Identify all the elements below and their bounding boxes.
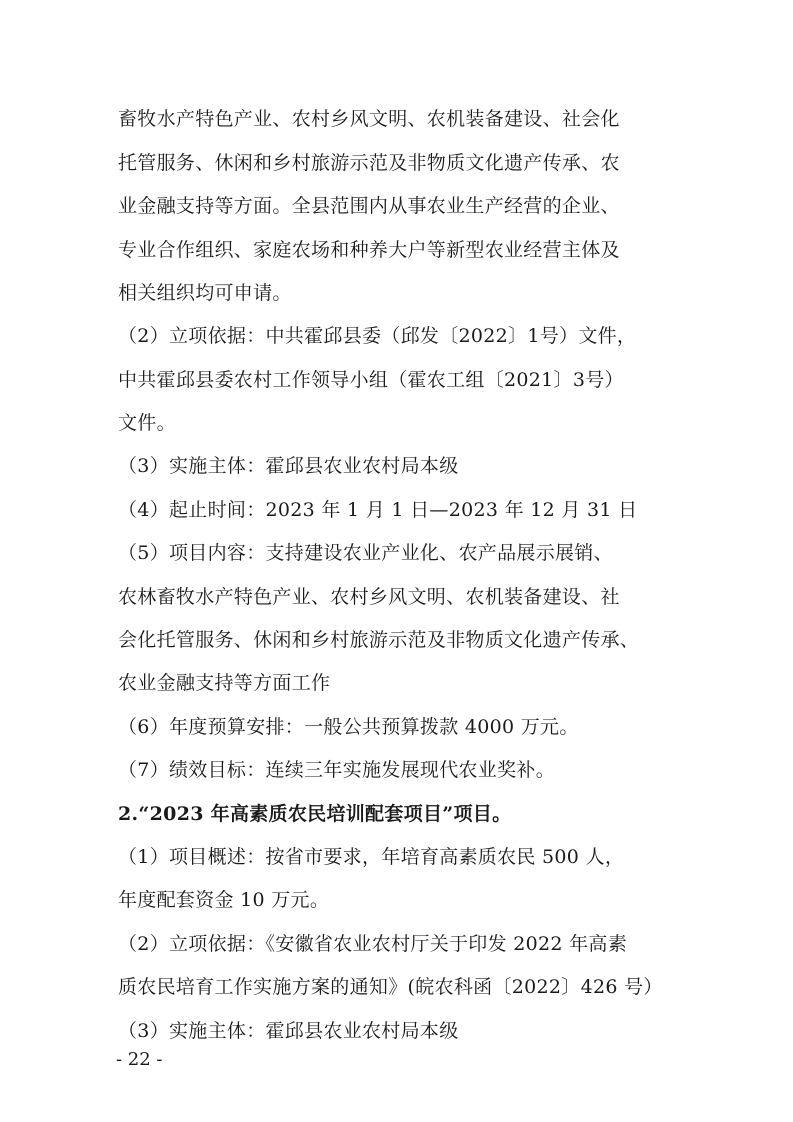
body-text-line: 专业合作组织、家庭农场和种养大户等新型农业经营主体及 [118, 239, 620, 261]
body-text-line: （3）实施主体：霍邱县农业农村局本级 [118, 455, 459, 477]
page-number: - 22 - [116, 1049, 163, 1070]
body-text-line: （3）实施主体：霍邱县农业农村局本级 [118, 1020, 459, 1042]
body-text-line: 相关组织均可申请。 [118, 282, 292, 304]
body-text-line: 文件。 [118, 412, 176, 434]
body-text-line: （6）年度预算安排：一般公共预算拨款 4000 万元。 [118, 716, 579, 738]
body-text-line: 畜牧水产特色产业、农村乡风文明、农机装备建设、社会化 [118, 108, 620, 130]
body-text-line: 农业金融支持等方面工作 [118, 672, 331, 694]
body-text-line: （2）立项依据：《安徽省农业农村厅关于印发 2022 年高素 [118, 933, 628, 955]
body-text-line: 质农民培育工作实施方案的通知》(皖农科函〔2022〕426 号） [118, 976, 663, 998]
body-text-line: （2）立项依据：中共霍邱县委（邱发〔2022〕1号）文件， [118, 325, 637, 347]
body-text-line: 托管服务、休闲和乡村旅游示范及非物质文化遗产传承、农 [118, 152, 620, 174]
body-text-line: （1）项目概述：按省市要求，年培育高素质农民 500 人， [118, 846, 625, 868]
body-text-line: （7）绩效目标：连续三年实施发展现代农业奖补。 [118, 759, 555, 781]
body-text-line: （4）起止时间：2023 年 1 月 1 日—2023 年 12 月 31 日 [118, 499, 638, 521]
body-text-line: 业金融支持等方面。全县范围内从事农业生产经营的企业、 [118, 195, 620, 217]
body-text-line: 会化托管服务、休闲和乡村旅游示范及非物质文化遗产传承、 [118, 629, 640, 651]
body-text-line: 中共霍邱县委农村工作领导小组（霍农工组〔2021〕3号） [118, 369, 624, 391]
section-heading: 2.“2023 年高素质农民培训配套项目”项目。 [118, 803, 512, 825]
body-text-line: 农林畜牧水产特色产业、农村乡风文明、农机装备建设、社 [118, 586, 620, 608]
body-text-line: 年度配套资金 10 万元。 [118, 889, 330, 911]
body-text-line: （5）项目内容：支持建设农业产业化、农产品展示展销、 [118, 542, 613, 564]
